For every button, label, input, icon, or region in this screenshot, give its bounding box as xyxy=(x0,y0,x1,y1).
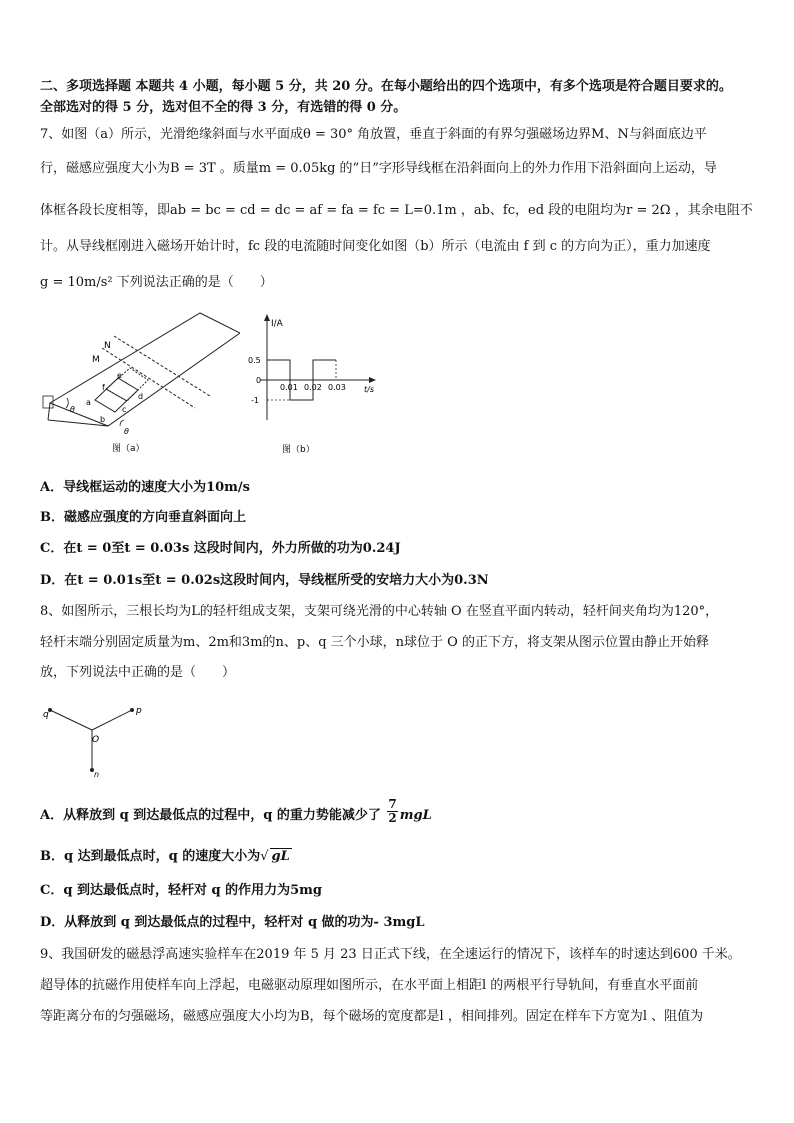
figure-q8 xyxy=(40,698,150,780)
label-n: N xyxy=(104,341,111,351)
ball-n-label: n xyxy=(94,770,100,779)
q9-line-1: 9、我国研发的磁悬浮高速实验样车在2019 年 5 月 23 日正式下线，在全速运行的情况下，该样车的时速达到600 千米。 xyxy=(40,947,741,962)
figure-b-xlabel: t/s xyxy=(364,385,374,394)
q7-option-b: B．磁感应强度的方向垂直斜面向上 xyxy=(40,510,246,525)
figure-b-ytick-0: 0.5 xyxy=(248,356,261,365)
fraction xyxy=(387,798,397,825)
figure-a xyxy=(40,308,240,458)
q8-line-1: 8、如图所示，三根长均为L的轻杆组成支架，支架可绕光滑的中心转轴 O 在竖直平面内转动，轻杆间夹角均为120°， xyxy=(40,604,719,619)
q7-line-2: 行，磁感应强度大小为B = 3T 。质量m = 0.05kg 的“日”字形导线框在沿斜面向上的外力作用下沿斜面向上运动，导 xyxy=(40,161,717,176)
ball-q-label: q xyxy=(43,710,49,720)
figure-b-xtick-2: 0.03 xyxy=(328,383,346,392)
figure-b-caption: 图（b） xyxy=(282,445,315,455)
label-theta-1: θ xyxy=(70,405,75,414)
label-m: M xyxy=(92,355,100,365)
label-f: f xyxy=(102,383,105,392)
figure-b-ytick-1: -1 xyxy=(251,396,259,405)
figure-b-xtick-1: 0.02 xyxy=(304,383,322,392)
section-subtitle: 全部选对的得 5 分，选对但不全的得 3 分，有选错的得 0 分。 xyxy=(40,100,407,115)
q8-line-2: 轻杆末端分别固定质量为m、2m和3m的n、p、q 三个小球，n球位于 O 的正下方，将支架从图示位置由静止开始释 xyxy=(40,635,709,650)
q7-option-d: D．在t = 0.01s至t = 0.02s这段时间内，导线框所受的安培力大小为0.3N xyxy=(40,573,489,588)
q9-line-2: 超导体的抗磁作用使样车向上浮起，电磁驱动原理如图所示，在水平面上相距l 的两根平行导轨间，有垂直水平面前 xyxy=(40,978,699,993)
q8-option-a-text: A．从释放到 q 到达最低点的过程中，q 的重力势能减少了 xyxy=(40,808,381,823)
label-c: c xyxy=(122,405,127,414)
q8-line-3: 放，下列说法中正确的是（ ） xyxy=(40,665,236,680)
axis-o-label: O xyxy=(92,735,100,745)
q7-line-3: 体框各段长度相等，即ab = bc = cd = dc = af = fa = fc = L=0.1m ，ab、fc，ed 段的电阻均为r = 2Ω ，其余电阻不 xyxy=(40,203,753,218)
figure-a-caption: 图（a） xyxy=(112,444,145,454)
figure-b-origin: 0 xyxy=(256,376,262,385)
label-d: d xyxy=(138,392,144,401)
q7-option-a: A．导线框运动的速度大小为10m/s xyxy=(40,480,250,495)
q7-option-c: C．在t = 0至t = 0.03s 这段时间内，外力所做的功为0.24J xyxy=(40,541,401,556)
q8-option-c: C．q 到达最低点时，轻杆对 q 的作用力为5mg xyxy=(40,883,322,898)
sqrt-expression: gL xyxy=(271,849,290,864)
section-title: 二、多项选择题 本题共 4 小题，每小题 5 分，共 20 分。在每小题给出的四个选项中，有多个选项是符合题目要求的。 xyxy=(40,79,732,94)
label-a: a xyxy=(86,398,91,407)
q7-line-1: 7、如图（a）所示，光滑绝缘斜面与水平面成θ = 30° 角放置，垂直于斜面的有界匀强磁场边界M、N与斜面底边平 xyxy=(40,127,707,142)
figure-b-ylabel: I/A xyxy=(271,319,283,329)
fraction-denominator: 2 xyxy=(388,811,397,825)
figure-b xyxy=(242,310,392,460)
q9-line-3: 等距离分布的匀强磁场，磁感应强度大小均为B，每个磁场的宽度都是l ，相间排列。固定在样车下方宽为l 、阻值为 xyxy=(40,1009,704,1024)
q7-line-5: g = 10m/s² 下列说法正确的是（ ） xyxy=(40,275,273,290)
q8-option-a-unit: mgL xyxy=(399,808,432,823)
q8-option-b-text: B．q 达到最低点时，q 的速度大小为 xyxy=(40,849,261,864)
q8-option-d: D．从释放到 q 到达最低点的过程中，轻杆对 q 做的功为- 3mgL xyxy=(40,915,425,930)
q8-option-a xyxy=(40,797,432,825)
fraction-numerator: 7 xyxy=(388,797,397,811)
q7-line-4: 计。从导线框刚进入磁场开始计时，fc 段的电流随时间变化如图（b）所示（电流由 f 到 c 的方向为正），重力加速度 xyxy=(40,239,711,254)
label-e: e xyxy=(117,371,122,380)
label-theta-2: θ xyxy=(124,427,129,436)
figure-b-xtick-0: 0.01 xyxy=(280,383,298,392)
q8-option-b: B．q 达到最低点时，q 的速度大小为√ gL xyxy=(40,849,290,864)
ball-p-label: p xyxy=(136,706,142,716)
label-b: b xyxy=(100,415,106,424)
